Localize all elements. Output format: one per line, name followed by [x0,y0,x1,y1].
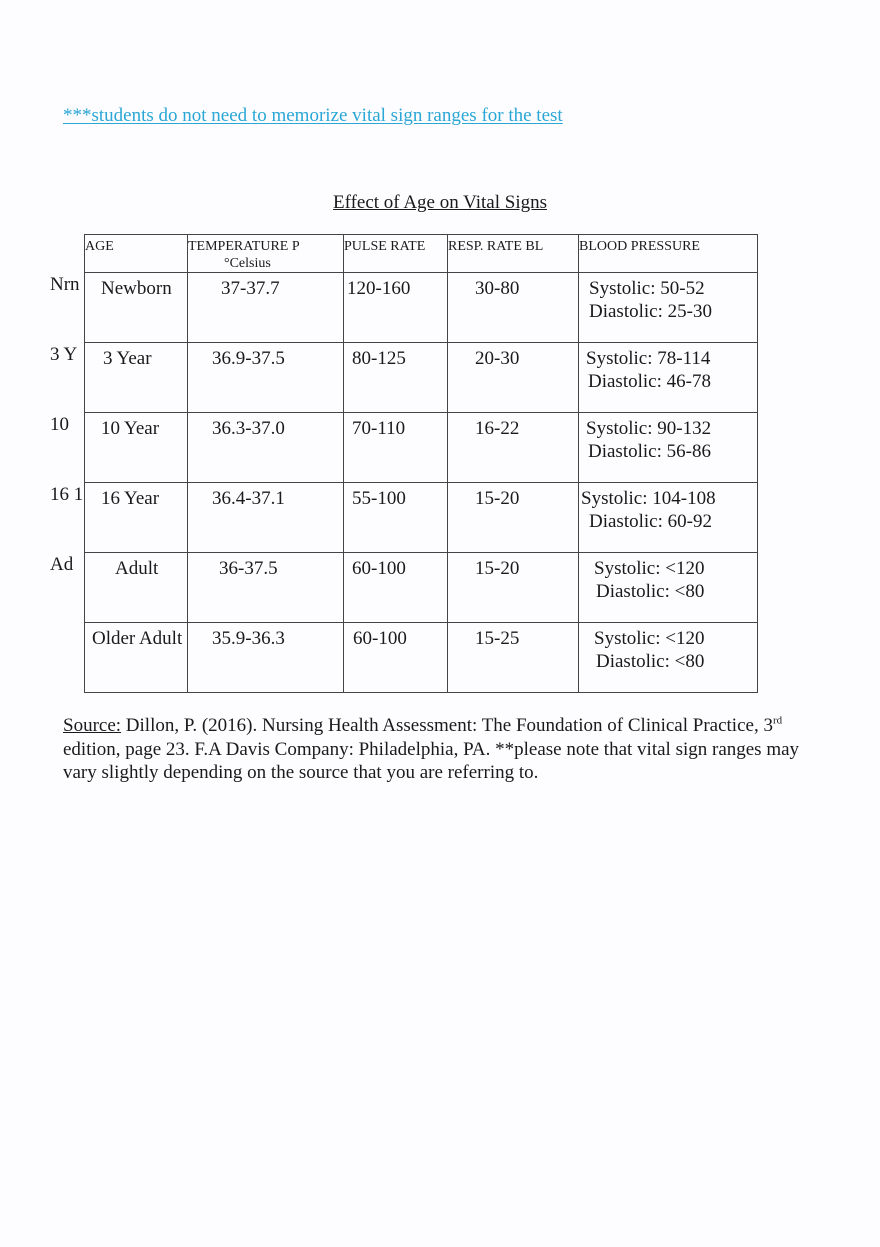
header-temperature [188,235,344,273]
diastolic-value: Diastolic: 56-86 [588,441,711,462]
cell-blood-pressure [579,273,758,343]
table-title [0,192,880,214]
header-temperature-label: TEMPERATURE P [188,239,300,254]
table-row [85,273,758,343]
cell-temperature: 36.3-37.0 [188,413,344,483]
header-blood-pressure: BLOOD PRESSURE [579,235,758,273]
cell-temperature: 36.4-37.1 [188,483,344,553]
header-temperature-unit: °Celsius [224,256,271,271]
cell-age: 16 Year [85,483,188,553]
table-row [85,553,758,623]
cell-pulse-rate: 70-110 [344,413,448,483]
cell-blood-pressure [579,623,758,693]
header-age: AGE [85,235,188,273]
cell-resp-rate: 15-20 [448,553,579,623]
cell-blood-pressure [579,553,758,623]
cell-age: 3 Year [85,343,188,413]
source-label: Source: [63,715,122,736]
cell-resp-rate: 20-30 [448,343,579,413]
cell-age: Older Adult [85,623,188,693]
cell-resp-rate: 15-20 [448,483,579,553]
table-row [85,413,758,483]
header-resp-rate: RESP. RATE BL [448,235,579,273]
side-label: 10 [50,414,69,435]
diastolic-value: Diastolic: <80 [596,651,705,672]
systolic-value: Systolic: <120 [594,628,705,649]
systolic-value: Systolic: <120 [594,558,705,579]
systolic-value: Systolic: 90-132 [586,418,712,439]
side-label: 3 Y [50,344,78,365]
table-header-row [85,235,758,273]
cell-pulse-rate: 120-160 [344,273,448,343]
cell-temperature: 37-37.7 [188,273,344,343]
cell-resp-rate: 16-22 [448,413,579,483]
side-label: 16 1 [50,484,83,505]
source-superscript: rd [772,714,783,727]
diastolic-value: Diastolic: 46-78 [588,371,711,392]
diastolic-value: Diastolic: 60-92 [589,511,712,532]
cell-blood-pressure [579,413,758,483]
cell-temperature: 35.9-36.3 [188,623,344,693]
cell-pulse-rate: 60-100 [344,553,448,623]
diastolic-value: Diastolic: <80 [596,581,705,602]
cell-age: 10 Year [85,413,188,483]
source-text-1: Dillon, P. (2016). Nursing Health Assessment: The Foundation of Clinical Practice, 3 [121,715,773,736]
vital-signs-table [84,234,758,693]
table-row [85,483,758,553]
cell-resp-rate: 30-80 [448,273,579,343]
source-citation [63,714,803,785]
side-label: Nrn [50,274,80,295]
memorization-note-link[interactable]: ***students do not need to memorize vital sign ranges for the test [63,105,563,126]
cell-pulse-rate: 60-100 [344,623,448,693]
cell-pulse-rate: 80-125 [344,343,448,413]
source-text-2: edition, page 23. F.A Davis Company: Philadelphia, PA. **please note that vital sign ranges may vary slightly depending on the source that you are referring to. [63,738,800,783]
diastolic-value: Diastolic: 25-30 [589,301,712,322]
systolic-value: Systolic: 78-114 [586,348,711,369]
cell-resp-rate: 15-25 [448,623,579,693]
side-label: Ad [50,554,74,575]
systolic-value: Systolic: 50-52 [589,278,705,299]
cell-blood-pressure [579,343,758,413]
cell-blood-pressure [579,483,758,553]
header-pulse-rate: PULSE RATE [344,235,448,273]
systolic-value: Systolic: 104-108 [581,488,716,509]
cell-age: Newborn [85,273,188,343]
table-row [85,343,758,413]
cell-age: Adult [85,553,188,623]
cell-pulse-rate: 55-100 [344,483,448,553]
table-title-text: Effect of Age on Vital Signs [333,192,547,213]
cell-temperature: 36-37.5 [188,553,344,623]
cell-temperature: 36.9-37.5 [188,343,344,413]
table-row [85,623,758,693]
